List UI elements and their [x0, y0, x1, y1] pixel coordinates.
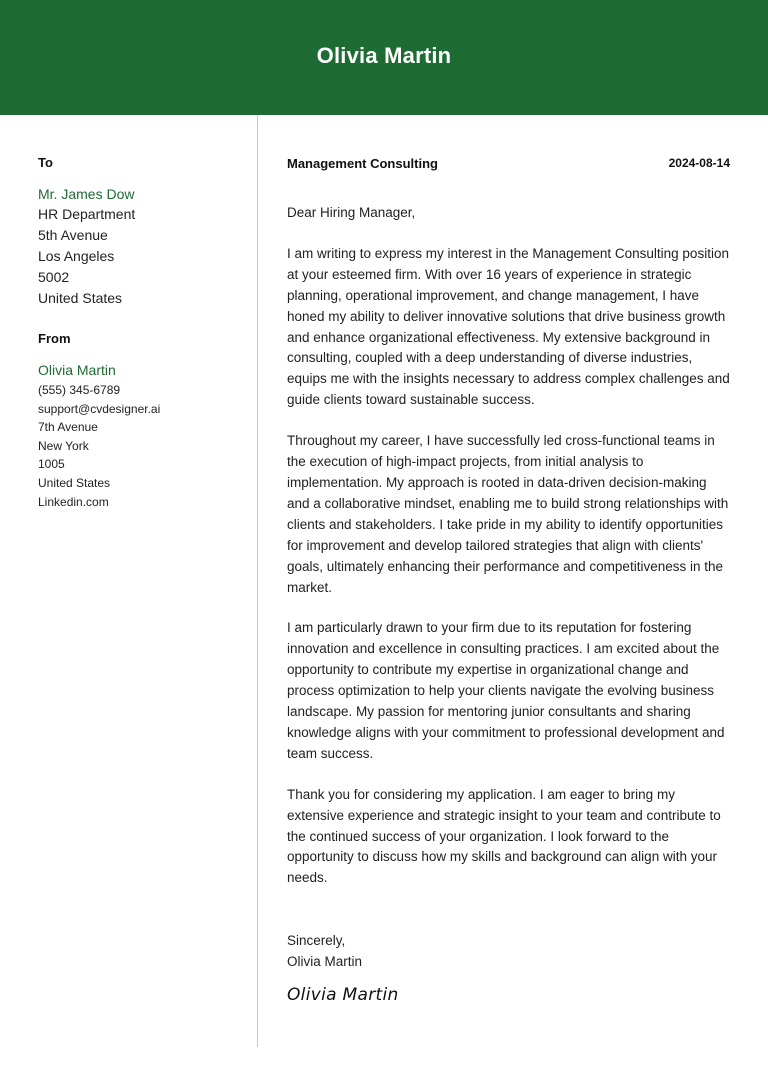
- recipient-department: HR Department: [38, 206, 136, 222]
- letter-body: [287, 203, 732, 1006]
- letter-paragraph: Throughout my career, I have successfully led cross-functional teams in the execution of high-impact projects, from initial analysis to implementation. My approach is rooted in data-driven decision-making and a collaborative mindset, enabling me to build strong relationships with clients and stakeholders. I take pride in my ability to identify opportunities for improvement and develop tailored strategies that align with clients' goals, ultimately enhancing their performance and competitiveness in the market.: [287, 433, 729, 595]
- recipient-city: Los Angeles: [38, 248, 115, 264]
- sender-city: New York: [38, 438, 89, 453]
- sender-name: Olivia Martin: [38, 362, 116, 378]
- letter-subject: Management Consulting: [287, 156, 438, 171]
- page-title: Olivia Martin: [316, 43, 452, 68]
- header-banner: [0, 0, 768, 115]
- sender-street: 7th Avenue: [38, 420, 98, 435]
- sender-heading: From: [38, 331, 71, 346]
- sender-zip: 1005: [38, 457, 65, 472]
- letter-signer: Olivia Martin: [287, 954, 363, 970]
- sender-phone: (555) 345-6789: [38, 383, 121, 397]
- recipient-street: 5th Avenue: [38, 227, 108, 243]
- column-divider: [257, 115, 258, 1047]
- recipient-country: United States: [38, 290, 123, 306]
- letter-paragraph: Thank you for considering my application. I am eager to bring my extensive experience and strategic insight to your team and contribute to the continued success of your organization. I look forward to the opportunity to discuss how my skills and background can align with your needs.: [287, 786, 721, 886]
- sender-linkedin[interactable]: Linkedin.com: [38, 494, 109, 509]
- recipient-zip: 5002: [38, 269, 70, 285]
- letter-paragraph: I am writing to express my interest in the Management Consulting position at your esteemed firm. With over 16 years of experience in strategic planning, operational improvement, and change management, I have honed my ability to deliver innovative solutions that drive business growth and enhance organizational effectiveness. My extensive background in consulting, coupled with a deep understanding of diverse industries, equips me with the insights necessary to address complex challenges and guide clients toward sustainable success.: [287, 245, 730, 408]
- sidebar: [38, 156, 248, 511]
- recipient-name: Mr. James Dow: [38, 186, 135, 202]
- signature: Olivia Martin: [287, 985, 399, 1006]
- letter-greeting: Dear Hiring Manager,: [287, 205, 416, 220]
- letter-paragraph: I am particularly drawn to your firm due to its reputation for fostering innovation and excellence in consulting practices. I am excited about the opportunity to contribute my expertise in organizational change and process optimization to help your clients navigate the evolving business landscape. My passion for mentoring junior consultants and sharing knowledge aligns with your commitment to professional development and team success.: [287, 620, 725, 761]
- letter-closing: Sincerely,: [287, 933, 346, 949]
- letter-date: 2024-08-14: [668, 156, 730, 170]
- sender-country: United States: [38, 475, 111, 490]
- recipient-heading: To: [38, 155, 53, 170]
- sender-email[interactable]: support@cvdesigner.ai: [38, 401, 161, 416]
